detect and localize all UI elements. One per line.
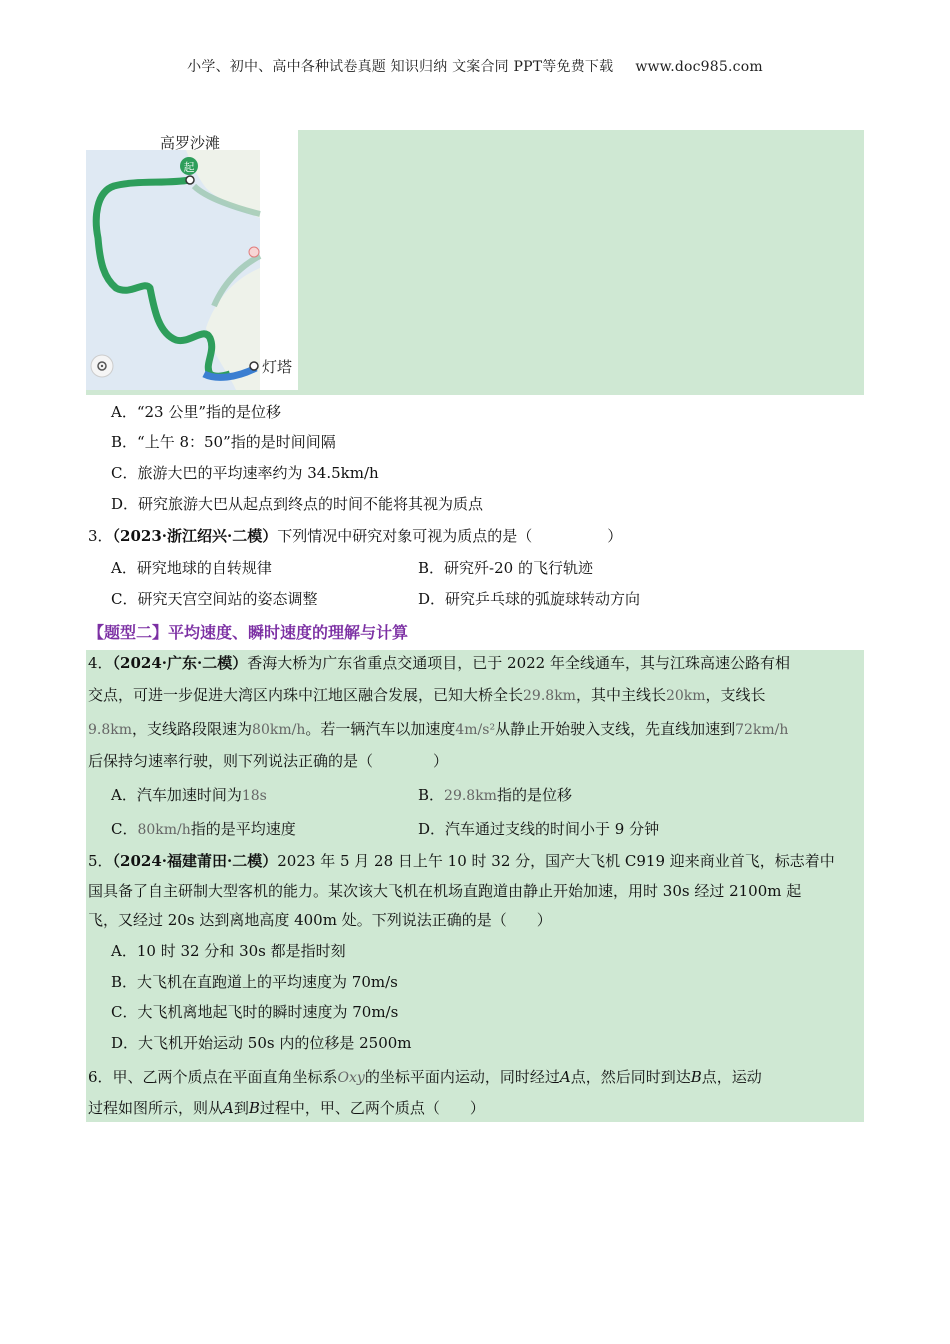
- map-start-label: 高罗沙滩: [160, 134, 221, 152]
- q4-option-d: D．汽车通过支线的时间小于 9 分钟: [418, 820, 660, 838]
- q6-line-1: 6．甲、乙两个质点在平面直角坐标系Oxy的坐标平面内运动，同时经过A点，然后同时到达B点，运动: [88, 1068, 762, 1086]
- q5-option-c: C．大飞机离地起飞时的瞬时速度为 70m/s: [111, 1003, 399, 1021]
- q5-option-d: D．大飞机开始运动 50s 内的位移是 2500m: [111, 1034, 412, 1052]
- q4-line-4: 后保持匀速率行驶，则下列说法正确的是（ ）: [88, 752, 449, 770]
- q2-option-c: C．旅游大巴的平均速率约为 34.5km/h: [111, 464, 379, 482]
- q2-option-d: D．研究旅游大巴从起点到终点的时间不能将其视为质点: [111, 495, 484, 513]
- map-svg: [86, 128, 298, 390]
- q2-option-b: B．“上午 8：50”指的是时间间隔: [111, 433, 336, 451]
- q4-line-1: 4．（2024·广东·二模）香海大桥为广东省重点交通项目，已于 2022 年全线通车，其与江珠高速公路有相: [88, 654, 790, 672]
- q6-line-2: 过程如图所示，则从A到B过程中，甲、乙两个质点（ ）: [88, 1099, 485, 1117]
- q2-option-a: A．“23 公里”指的是位移: [111, 403, 282, 421]
- q4-option-a: A．汽车加速时间为18s: [111, 786, 267, 804]
- q5-option-a: A．10 时 32 分和 30s 都是指时刻: [111, 942, 346, 960]
- q3-option-d: D．研究乒乓球的弧旋球转动方向: [418, 590, 641, 608]
- section-heading: 【题型二】平均速度、瞬时速度的理解与计算: [88, 623, 409, 642]
- q4-line-3: 9.8km，支线路段限速为80km/h。若一辆汽车以加速度4m/s²从静止开始驶入支线，先直线加速到72km/h: [88, 720, 789, 738]
- header-text: 小学、初中、高中各种试卷真题 知识归纳 文案合同 PPT等免费下载: [187, 59, 614, 75]
- q4-option-b: B．29.8km指的是位移: [418, 786, 572, 804]
- q3-stem: 3．（2023·浙江绍兴·二模）下列情况中研究对象可视为质点的是（ ）: [88, 527, 623, 545]
- q3-option-b: B．研究歼-20 的飞行轨迹: [418, 559, 593, 577]
- q4-line-2: 交点，可进一步促进大湾区内珠中江地区融合发展，已知大桥全长29.8km，其中主线长20km，支线长: [88, 686, 766, 704]
- q5-line-1: 5．（2024·福建莆田·二模）2023 年 5 月 28 日上午 10 时 32 分，国产大飞机 C919 迎来商业首飞，标志着中: [88, 852, 835, 870]
- route-map: [86, 128, 298, 390]
- q3-option-a: A．研究地球的自转规律: [111, 559, 272, 577]
- q5-line-2: 国具备了自主研制大型客机的能力。某次该大飞机在机场直跑道由静止开始加速，用时 30s 经过 2100m 起: [88, 882, 802, 900]
- page-header: [0, 56, 950, 76]
- q3-option-c: C．研究天宫空间站的姿态调整: [111, 590, 318, 608]
- header-site-link[interactable]: www.doc985.com: [635, 59, 763, 75]
- svg-text:起: 起: [183, 161, 195, 174]
- q5-option-b: B．大飞机在直跑道上的平均速度为 70m/s: [111, 973, 398, 991]
- q5-line-3: 飞，又经过 20s 达到离地高度 400m 处。下列说法正确的是（ ）: [88, 911, 552, 929]
- q4-option-c: C．80km/h指的是平均速度: [111, 820, 296, 838]
- end-marker: [250, 362, 258, 370]
- map-end-label: 灯塔: [262, 358, 293, 376]
